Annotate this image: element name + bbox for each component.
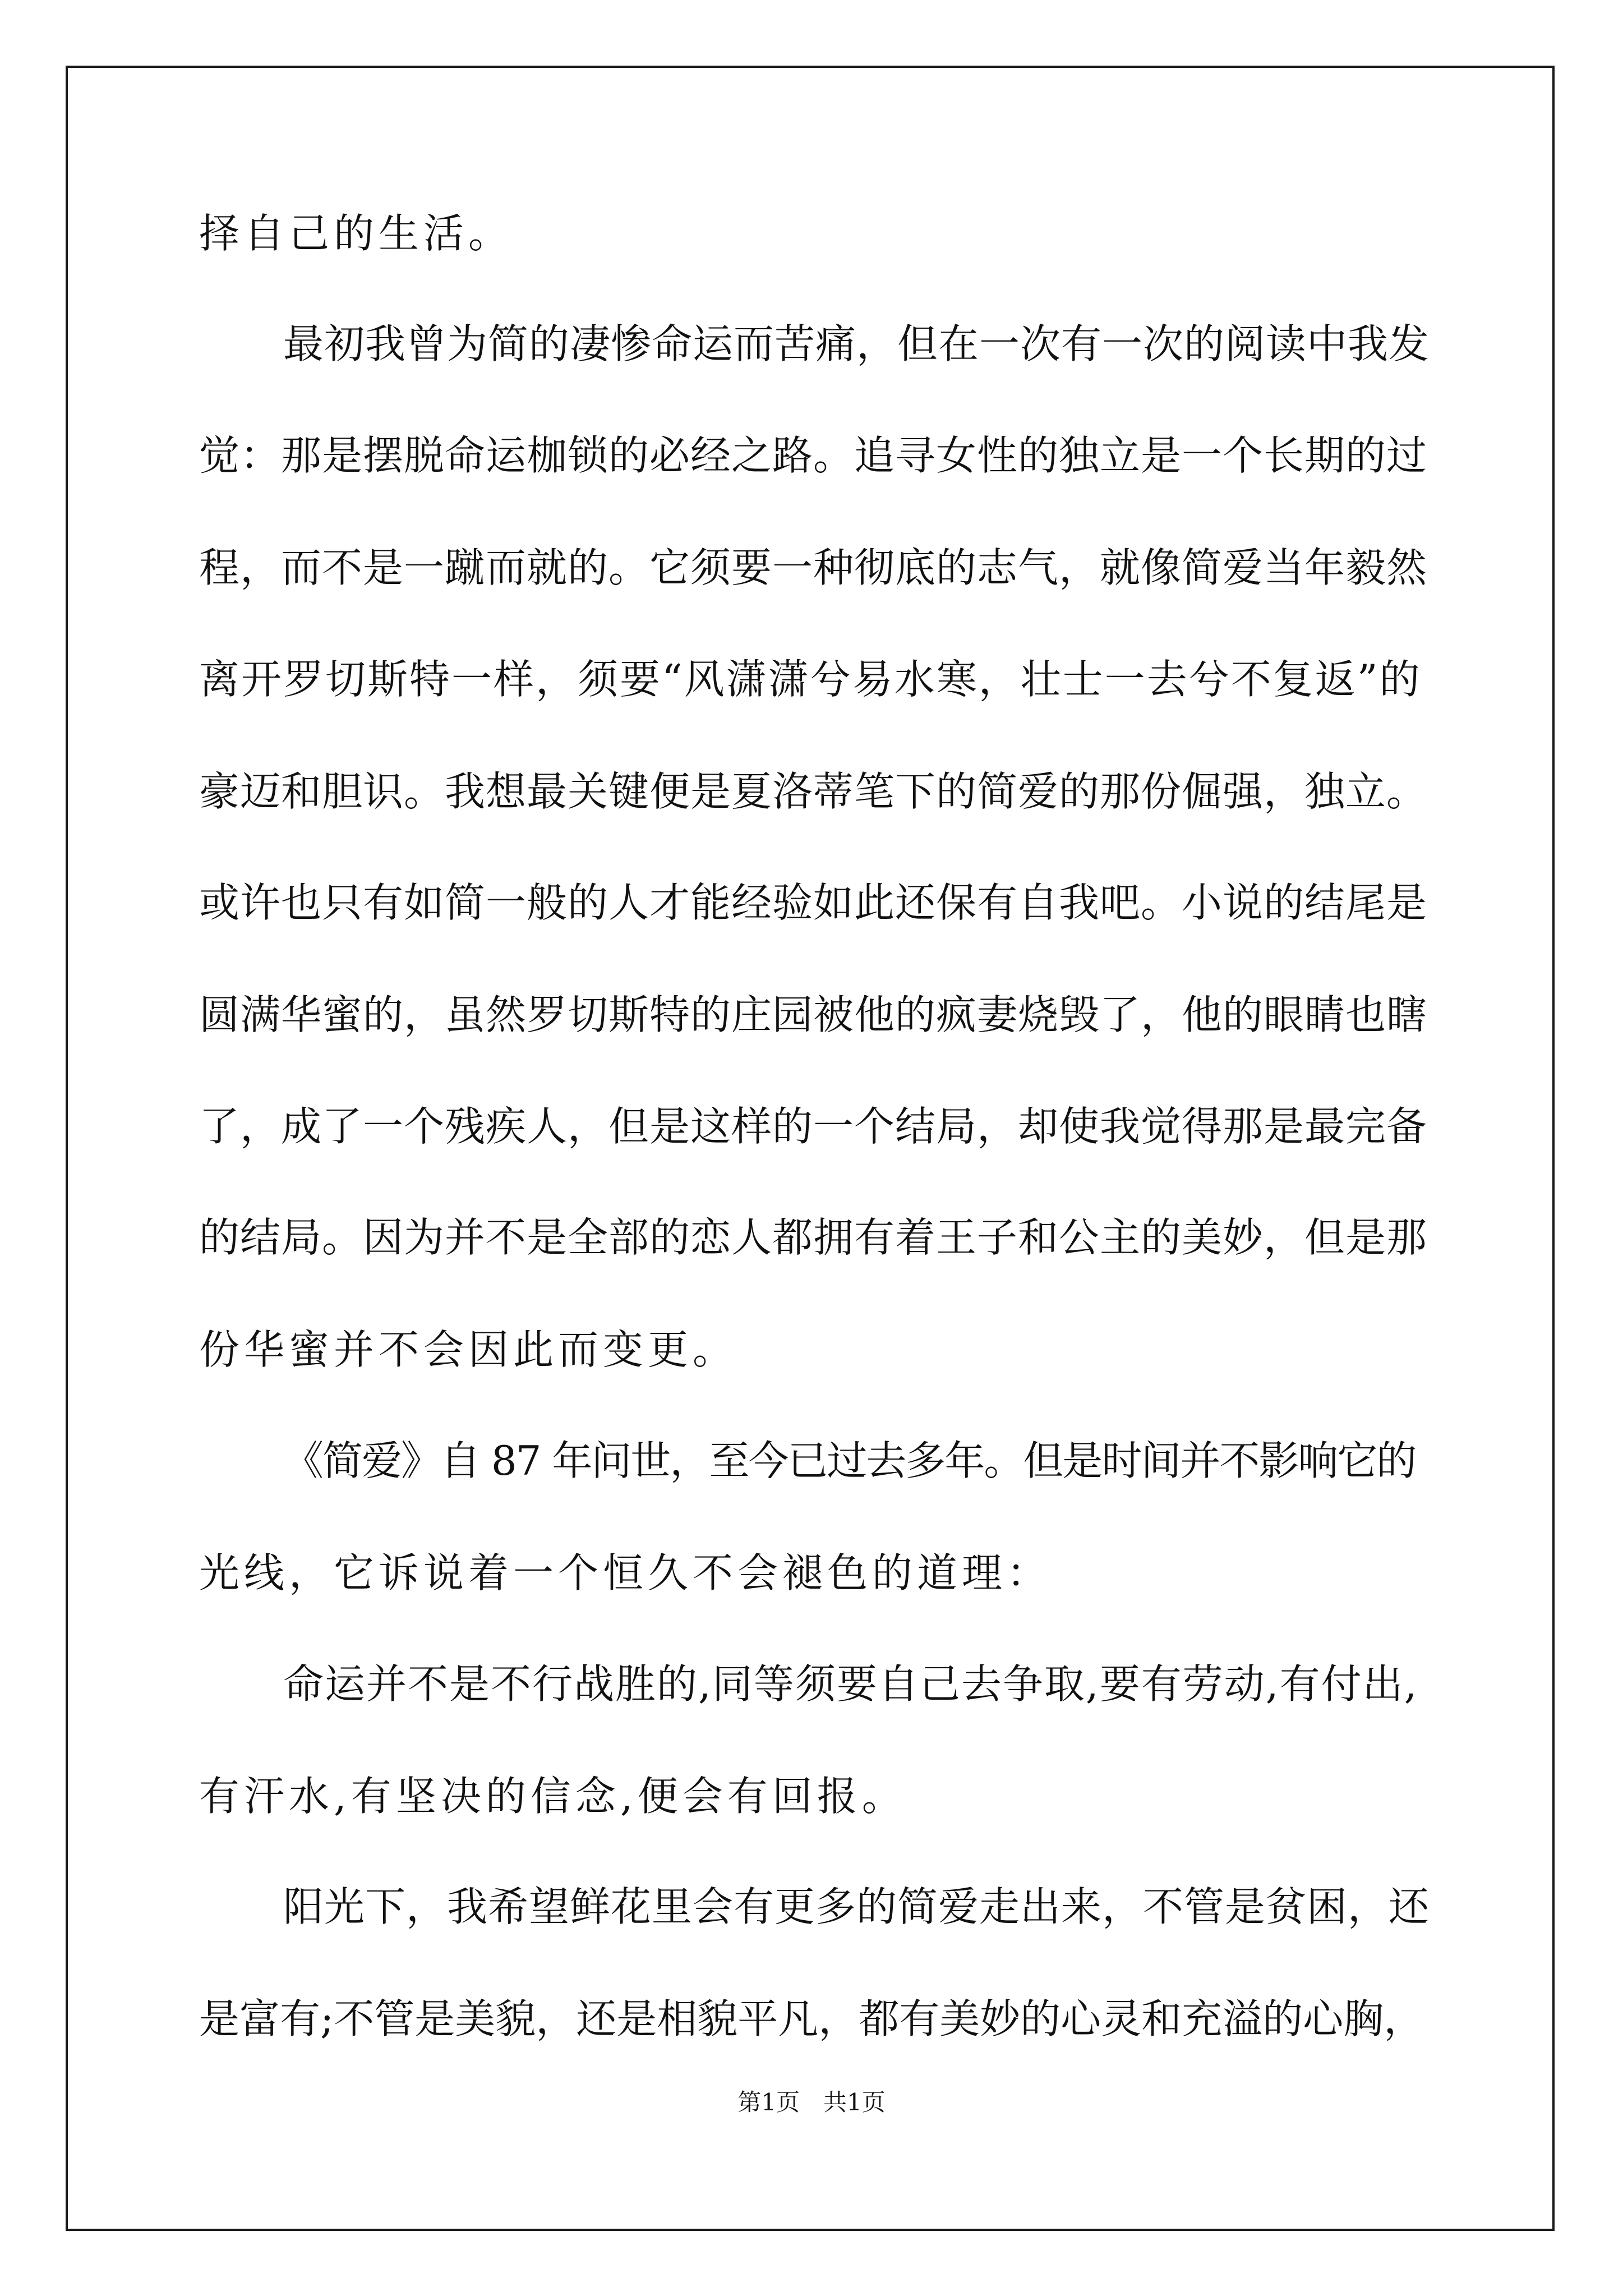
text-line-10: 的结局。因为并不是全部的恋人都拥有着王子和公主的美妙，但是那 — [199, 1214, 1428, 1261]
text-line-16: 阳光下，我希望鲜花里会有更多的简爱走出来，不管是贫困，还 — [283, 1883, 1430, 1930]
text-line-6: 豪迈和胆识。我想最关键便是夏洛蒂笔下的简爱的那份倔强，独立。 — [199, 768, 1428, 815]
text-line-12: 《简爱》自 87 年问世，至今已过去多年。但是时间并不影响它的 — [283, 1437, 1416, 1484]
text-line-9: 了，成了一个残疾人，但是这样的一个结局，却使我觉得那是最完备 — [199, 1103, 1428, 1150]
text-line-15: 有汗水,有坚决的信念,便会有回报。 — [199, 1773, 907, 1820]
text-line-4: 程，而不是一蹴而就的。它须要一种彻底的志气，就像简爱当年毅然 — [199, 544, 1428, 591]
text-line-7: 或许也只有如简一般的人才能经验如此还保有自我吧。小说的结尾是 — [199, 879, 1428, 926]
text-line-3: 觉：那是摆脱命运枷锁的必经之路。追寻女性的独立是一个长期的过 — [199, 432, 1428, 479]
text-line-14: 命运并不是不行战胜的,同等须要自己去争取,要有劳动,有付出, — [283, 1660, 1418, 1708]
text-line-2: 最初我曾为简的凄惨命运而苦痛，但在一次有一次的阅读中我发 — [283, 320, 1430, 367]
text-line-8: 圆满华蜜的，虽然罗切斯特的庄园被他的疯妻烧毁了，他的眼睛也瞎 — [199, 991, 1428, 1038]
text-line-13: 光线，它诉说着一个恒久不会褪色的道理： — [199, 1549, 1052, 1596]
text-line-5: 离开罗切斯特一样，须要“风潇潇兮易水寒，壮士一去兮不复返”的 — [199, 656, 1422, 703]
text-line-11: 份华蜜并不会因此而变更。 — [199, 1326, 738, 1373]
text-line-17: 是富有;不管是美貌，还是相貌平凡，都有美妙的心灵和充溢的心胸， — [199, 1995, 1424, 2042]
page-number-footer: 第1页 共1页 — [737, 2088, 886, 2116]
text-line-1: 择自己的生活。 — [199, 210, 514, 257]
